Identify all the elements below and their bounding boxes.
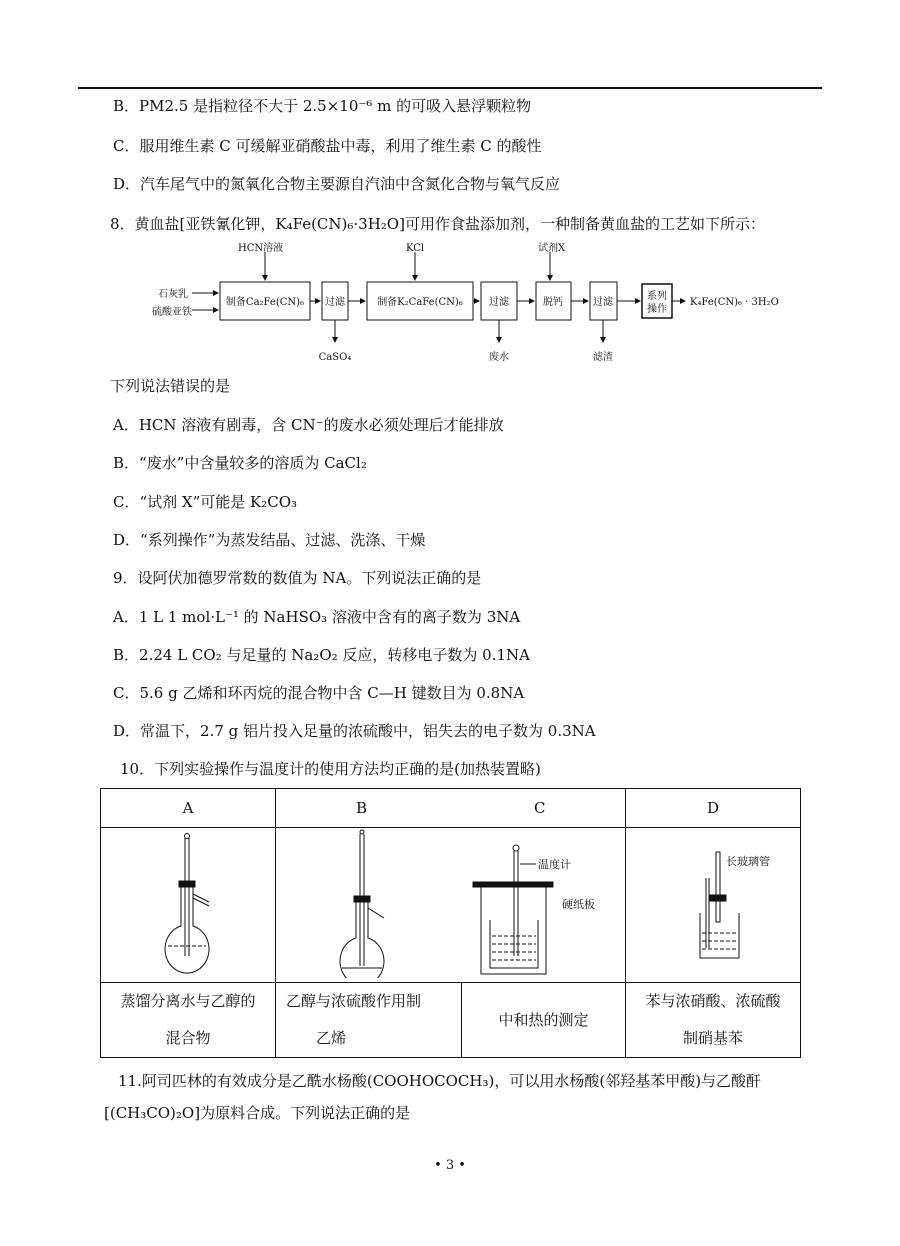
question-10: 10．下列实验操作与温度计的使用方法均正确的是(加热装置略) xyxy=(120,760,541,778)
step-2: 过滤 xyxy=(325,297,345,308)
label-thermometer: 温度计 xyxy=(538,858,571,871)
step-4: 过滤 xyxy=(489,297,509,308)
question-8-stem: 下列说法错误的是 xyxy=(110,377,231,395)
output-wastewater: 废水 xyxy=(489,352,509,363)
question-8: 8．黄血盐[亚铁氰化钾，K₄Fe(CN)₆·3H₂O]可用作食盐添加剂，一种制备黄血盐的工艺如下所示： xyxy=(110,215,765,233)
option-8b: B．“废水”中含量较多的溶质为 CaCl₂ xyxy=(113,454,367,472)
step-1: 制备Ca₂Fe(CN)₆ xyxy=(225,297,305,308)
header-a: A xyxy=(101,789,276,828)
desc-d: 苯与浓硝酸、浓硫酸 制硝基苯 xyxy=(626,983,801,1058)
step-3: 制备K₂CaFe(CN)₆ xyxy=(377,297,463,308)
step-7b: 操作 xyxy=(647,304,667,315)
label-cardboard: 硬纸板 xyxy=(562,898,595,911)
distillation-flask-icon xyxy=(101,828,275,978)
output-caso4: CaSO₄ xyxy=(318,352,352,363)
header-c: C xyxy=(534,799,546,817)
header-b: B xyxy=(356,799,368,817)
process-flow-diagram xyxy=(150,240,800,370)
apparatus-d xyxy=(626,828,801,983)
option-8a: A．HCN 溶液有剧毒，含 CN⁻的废水必须处理后才能排放 xyxy=(113,416,504,434)
header-d: D xyxy=(626,789,801,828)
header-bc xyxy=(276,789,626,828)
question-11-line2: [(CH₃CO)₂O]为原料合成。下列说法正确的是 xyxy=(104,1104,411,1122)
label-long-glass-tube: 长玻璃管 xyxy=(726,855,770,868)
step-5: 脱钙 xyxy=(543,297,563,308)
input-lime: 石灰乳 xyxy=(158,289,188,300)
ethylene-flask-icon xyxy=(340,830,384,978)
header-rule xyxy=(78,87,822,89)
desc-c: 中和热的测定 xyxy=(462,983,626,1058)
question-11-line1: 11.阿司匹林的有效成分是乙酰水杨酸(COOHOCOCH₃)，可以用水杨酸(邻羟基苯甲酸)与乙酸酐 xyxy=(118,1072,762,1090)
apparatus-bc xyxy=(276,828,626,983)
desc-a: 蒸馏分离水与乙醇的 混合物 xyxy=(101,983,276,1058)
input-kcl: KCl xyxy=(406,243,425,254)
step-7a: 系列 xyxy=(647,291,667,302)
option-9c: C．5.6 g 乙烯和环丙烷的混合物中含 C—H 键数目为 0.8NA xyxy=(113,684,525,702)
input-reagent-x: 试剂X xyxy=(538,243,566,254)
input-ferrous-sulfate: 硫酸亚铁 xyxy=(152,307,192,318)
apparatus-a xyxy=(101,828,276,983)
option-8d: D．“系列操作”为蒸发结晶、过滤、洗涤、干燥 xyxy=(113,531,426,549)
product: K₄Fe(CN)₆ · 3H₂O xyxy=(690,297,779,308)
option-9b: B．2.24 L CO₂ 与足量的 Na₂O₂ 反应，转移电子数为 0.1NA xyxy=(113,646,530,664)
option-7d: D．汽车尾气中的氮氧化合物主要源自汽油中含氮化合物与氧气反应 xyxy=(113,175,561,193)
output-residue: 滤渣 xyxy=(593,352,613,363)
option-9d: D．常温下，2.7 g 铝片投入足量的浓硫酸中，铝失去的电子数为 0.3NA xyxy=(113,722,596,740)
option-8c: C．“试剂 X”可能是 K₂CO₃ xyxy=(113,493,298,511)
options-table xyxy=(100,788,801,1058)
input-hcn: HCN溶液 xyxy=(238,243,284,254)
page-number: • 3 • xyxy=(434,1158,466,1173)
option-9a: A．1 L 1 mol·L⁻¹ 的 NaHSO₃ 溶液中含有的离子数为 3NA xyxy=(113,608,521,626)
nitrobenzene-setup-icon xyxy=(626,828,800,978)
option-7c: C．服用维生素 C 可缓解亚硝酸盐中毒，利用了维生素 C 的酸性 xyxy=(113,137,542,155)
step-6: 过滤 xyxy=(593,297,613,308)
option-7b: B．PM2.5 是指粒径不大于 2.5×10⁻⁶ m 的可吸入悬浮颗粒物 xyxy=(113,97,532,115)
question-9: 9．设阿伏加德罗常数的数值为 NA。下列说法正确的是 xyxy=(113,569,482,587)
desc-b: 乙醇与浓硫酸作用制 乙烯 xyxy=(276,983,462,1058)
